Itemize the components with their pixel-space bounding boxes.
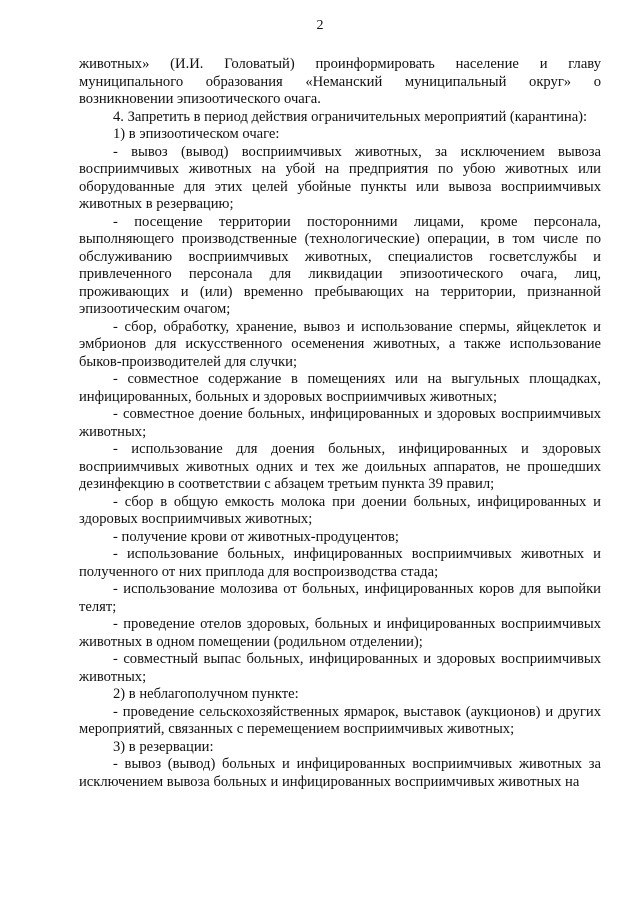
page-number: 2 bbox=[316, 18, 324, 33]
paragraph: - проведение отелов здоровых, больных и инфицированных восприимчивых животных в одном помещении (родильном отделении); bbox=[79, 616, 601, 650]
paragraph: 4. Запретить в период действия ограничительных мероприятий (карантина): bbox=[113, 108, 588, 125]
paragraph: животных» (И.И. Головатый) проинформировать население и главу муниципального образования «Неманский муниципальный округ» о возникновении эпизоотического очага. bbox=[79, 56, 601, 107]
paragraph: - сбор, обработку, хранение, вывоз и использование спермы, яйцеклеток и эмбрионов для искусственного осеменения животных, а также использование быков-производителей для случки; bbox=[79, 318, 601, 370]
paragraph: - совместное доение больных, инфицированных и здоровых восприимчивых животных; bbox=[79, 406, 601, 440]
paragraph: - получение крови от животных-продуцентов; bbox=[113, 528, 399, 545]
paragraph: 1) в эпизоотическом очаге: bbox=[113, 126, 280, 142]
document-body bbox=[79, 56, 601, 791]
paragraph: - посещение территории посторонними лицами, кроме персонала, выполняющего производственные (технологические) операции, в том числе по обслуживанию восприимчивых животных, специалистов госветслужбы и привлеченного персонала для ликвидации эпизоотического очага, лиц, проживающих и (или) временно пребывающих на территории, признанной эпизоотическим очагом; bbox=[79, 213, 601, 317]
paragraph: - вывоз (вывод) восприимчивых животных, за исключением вывоза восприимчивых животных на убой на предприятия по убою животных или оборудованные для этих целей убойные пункты или вывоза восприимчивых животных в резервацию; bbox=[79, 143, 601, 212]
paragraph: 2) в неблагополучном пункте: bbox=[113, 686, 299, 702]
paragraph: - использование больных, инфицированных восприимчивых животных и полученного от них приплода для воспроизводства стада; bbox=[79, 546, 601, 580]
paragraph: - сбор в общую емкость молока при доении больных, инфицированных и здоровых восприимчивых животных; bbox=[79, 493, 601, 527]
paragraph: - совместное содержание в помещениях или на выгульных площадках, инфицированных, больных и здоровых восприимчивых животных; bbox=[79, 371, 601, 405]
paragraph: - проведение сельскохозяйственных ярмарок, выставок (аукционов) и других мероприятий, связанных с перемещением восприимчивых животных; bbox=[79, 703, 601, 737]
paragraph: - совместный выпас больных, инфицированных и здоровых восприимчивых животных; bbox=[79, 651, 601, 685]
paragraph: - вывоз (вывод) больных и инфицированных восприимчивых животных за исключением вывоза больных и инфицированных восприимчивых животных на bbox=[79, 756, 601, 790]
paragraph: - использование для доения больных, инфицированных и здоровых восприимчивых животных одних и тех же доильных аппаратов, не прошедших дезинфекцию в соответствии с абзацем третьим пункта 39 правил; bbox=[79, 441, 601, 492]
paragraph: 3) в резервации: bbox=[113, 738, 214, 755]
paragraph: - использование молозива от больных, инфицированных коров для выпойки телят; bbox=[79, 581, 601, 615]
